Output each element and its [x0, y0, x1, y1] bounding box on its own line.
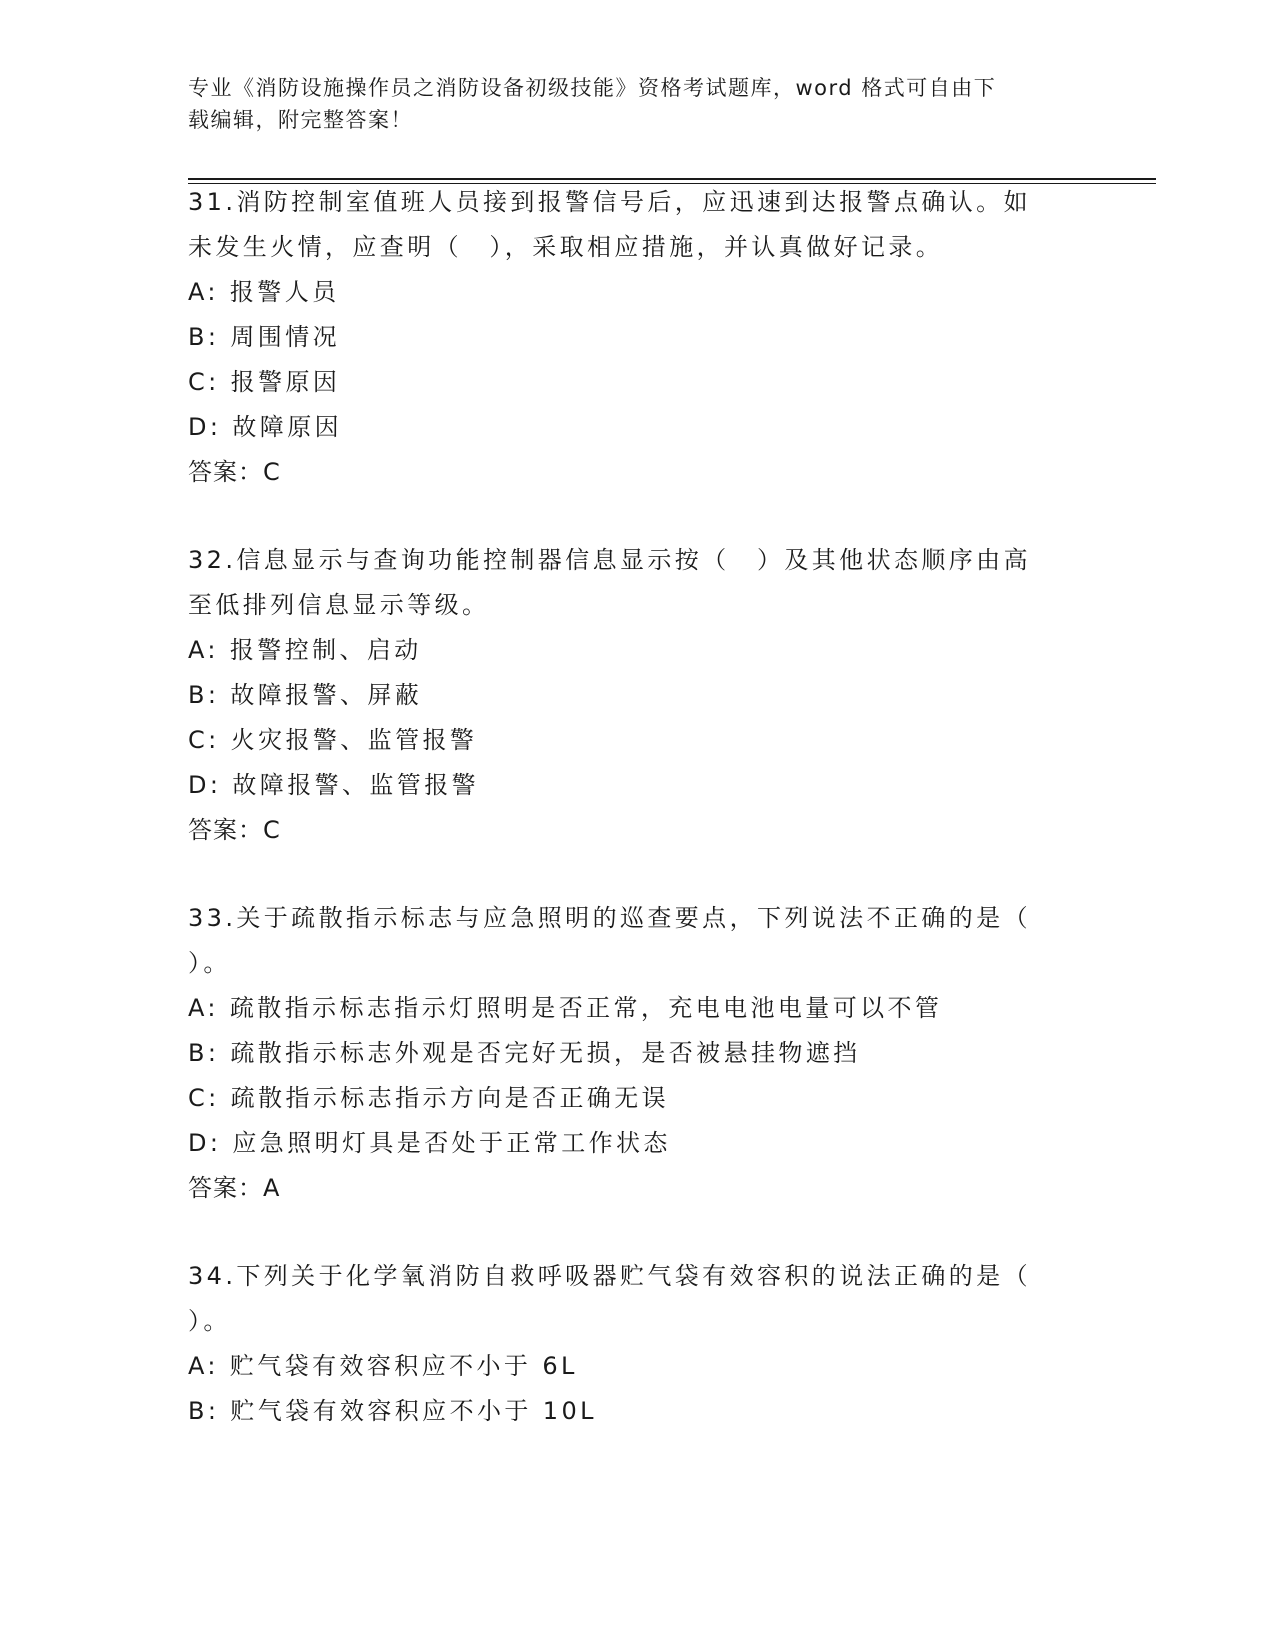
document-header [188, 72, 1088, 136]
option-d: D: 应急照明灯具是否处于正常工作状态 [188, 1129, 671, 1157]
question-31 [188, 180, 1088, 495]
option-b: B: 贮气袋有效容积应不小于 10L [188, 1397, 597, 1425]
answer: 答案：C [188, 816, 281, 844]
option-b: B: 疏散指示标志外观是否完好无损，是否被悬挂物遮挡 [188, 1039, 861, 1067]
option-a: A: 贮气袋有效容积应不小于 6L [188, 1352, 578, 1380]
answer: 答案：A [188, 1174, 281, 1202]
option-a: A: 疏散指示标志指示灯照明是否正常，充电电池电量可以不管 [188, 994, 943, 1022]
question-stem-line: 未发生火情，应查明（ ），采取相应措施，并认真做好记录。 [188, 233, 944, 261]
question-32 [188, 538, 1088, 853]
question-stem-line: 33.关于疏散指示标志与应急照明的巡查要点，下列说法不正确的是（ [188, 904, 1031, 932]
option-c: C: 疏散指示标志指示方向是否正确无误 [188, 1084, 670, 1112]
question-stem-line: 32.信息显示与查询功能控制器信息显示按（ ）及其他状态顺序由高 [188, 546, 1031, 574]
question-stem-line: ）。 [188, 1307, 231, 1335]
option-c: C: 火灾报警、监管报警 [188, 726, 478, 754]
question-stem-line: ）。 [188, 949, 231, 977]
question-stem-line: 31.消防控制室值班人员接到报警信号后，应迅速到达报警点确认。如 [188, 188, 1031, 216]
option-c: C: 报警原因 [188, 368, 341, 396]
option-a: A: 报警控制、启动 [188, 636, 422, 664]
option-d: D: 故障报警、监管报警 [188, 771, 479, 799]
option-a: A: 报警人员 [188, 278, 340, 306]
answer: 答案：C [188, 458, 281, 486]
question-stem-line: 34.下列关于化学氧消防自救呼吸器贮气袋有效容积的说法正确的是（ [188, 1262, 1031, 1290]
question-stem-line: 至低排列信息显示等级。 [188, 591, 490, 619]
option-b: B: 故障报警、屏蔽 [188, 681, 423, 709]
option-d: D: 故障原因 [188, 413, 342, 441]
question-33 [188, 896, 1088, 1211]
option-b: B: 周围情况 [188, 323, 340, 351]
header-line-1: 专业《消防设施操作员之消防设备初级技能》资格考试题库，word 格式可自由下 [188, 76, 997, 100]
header-line-2: 载编辑，附完整答案！ [188, 108, 413, 132]
question-34 [188, 1254, 1088, 1434]
